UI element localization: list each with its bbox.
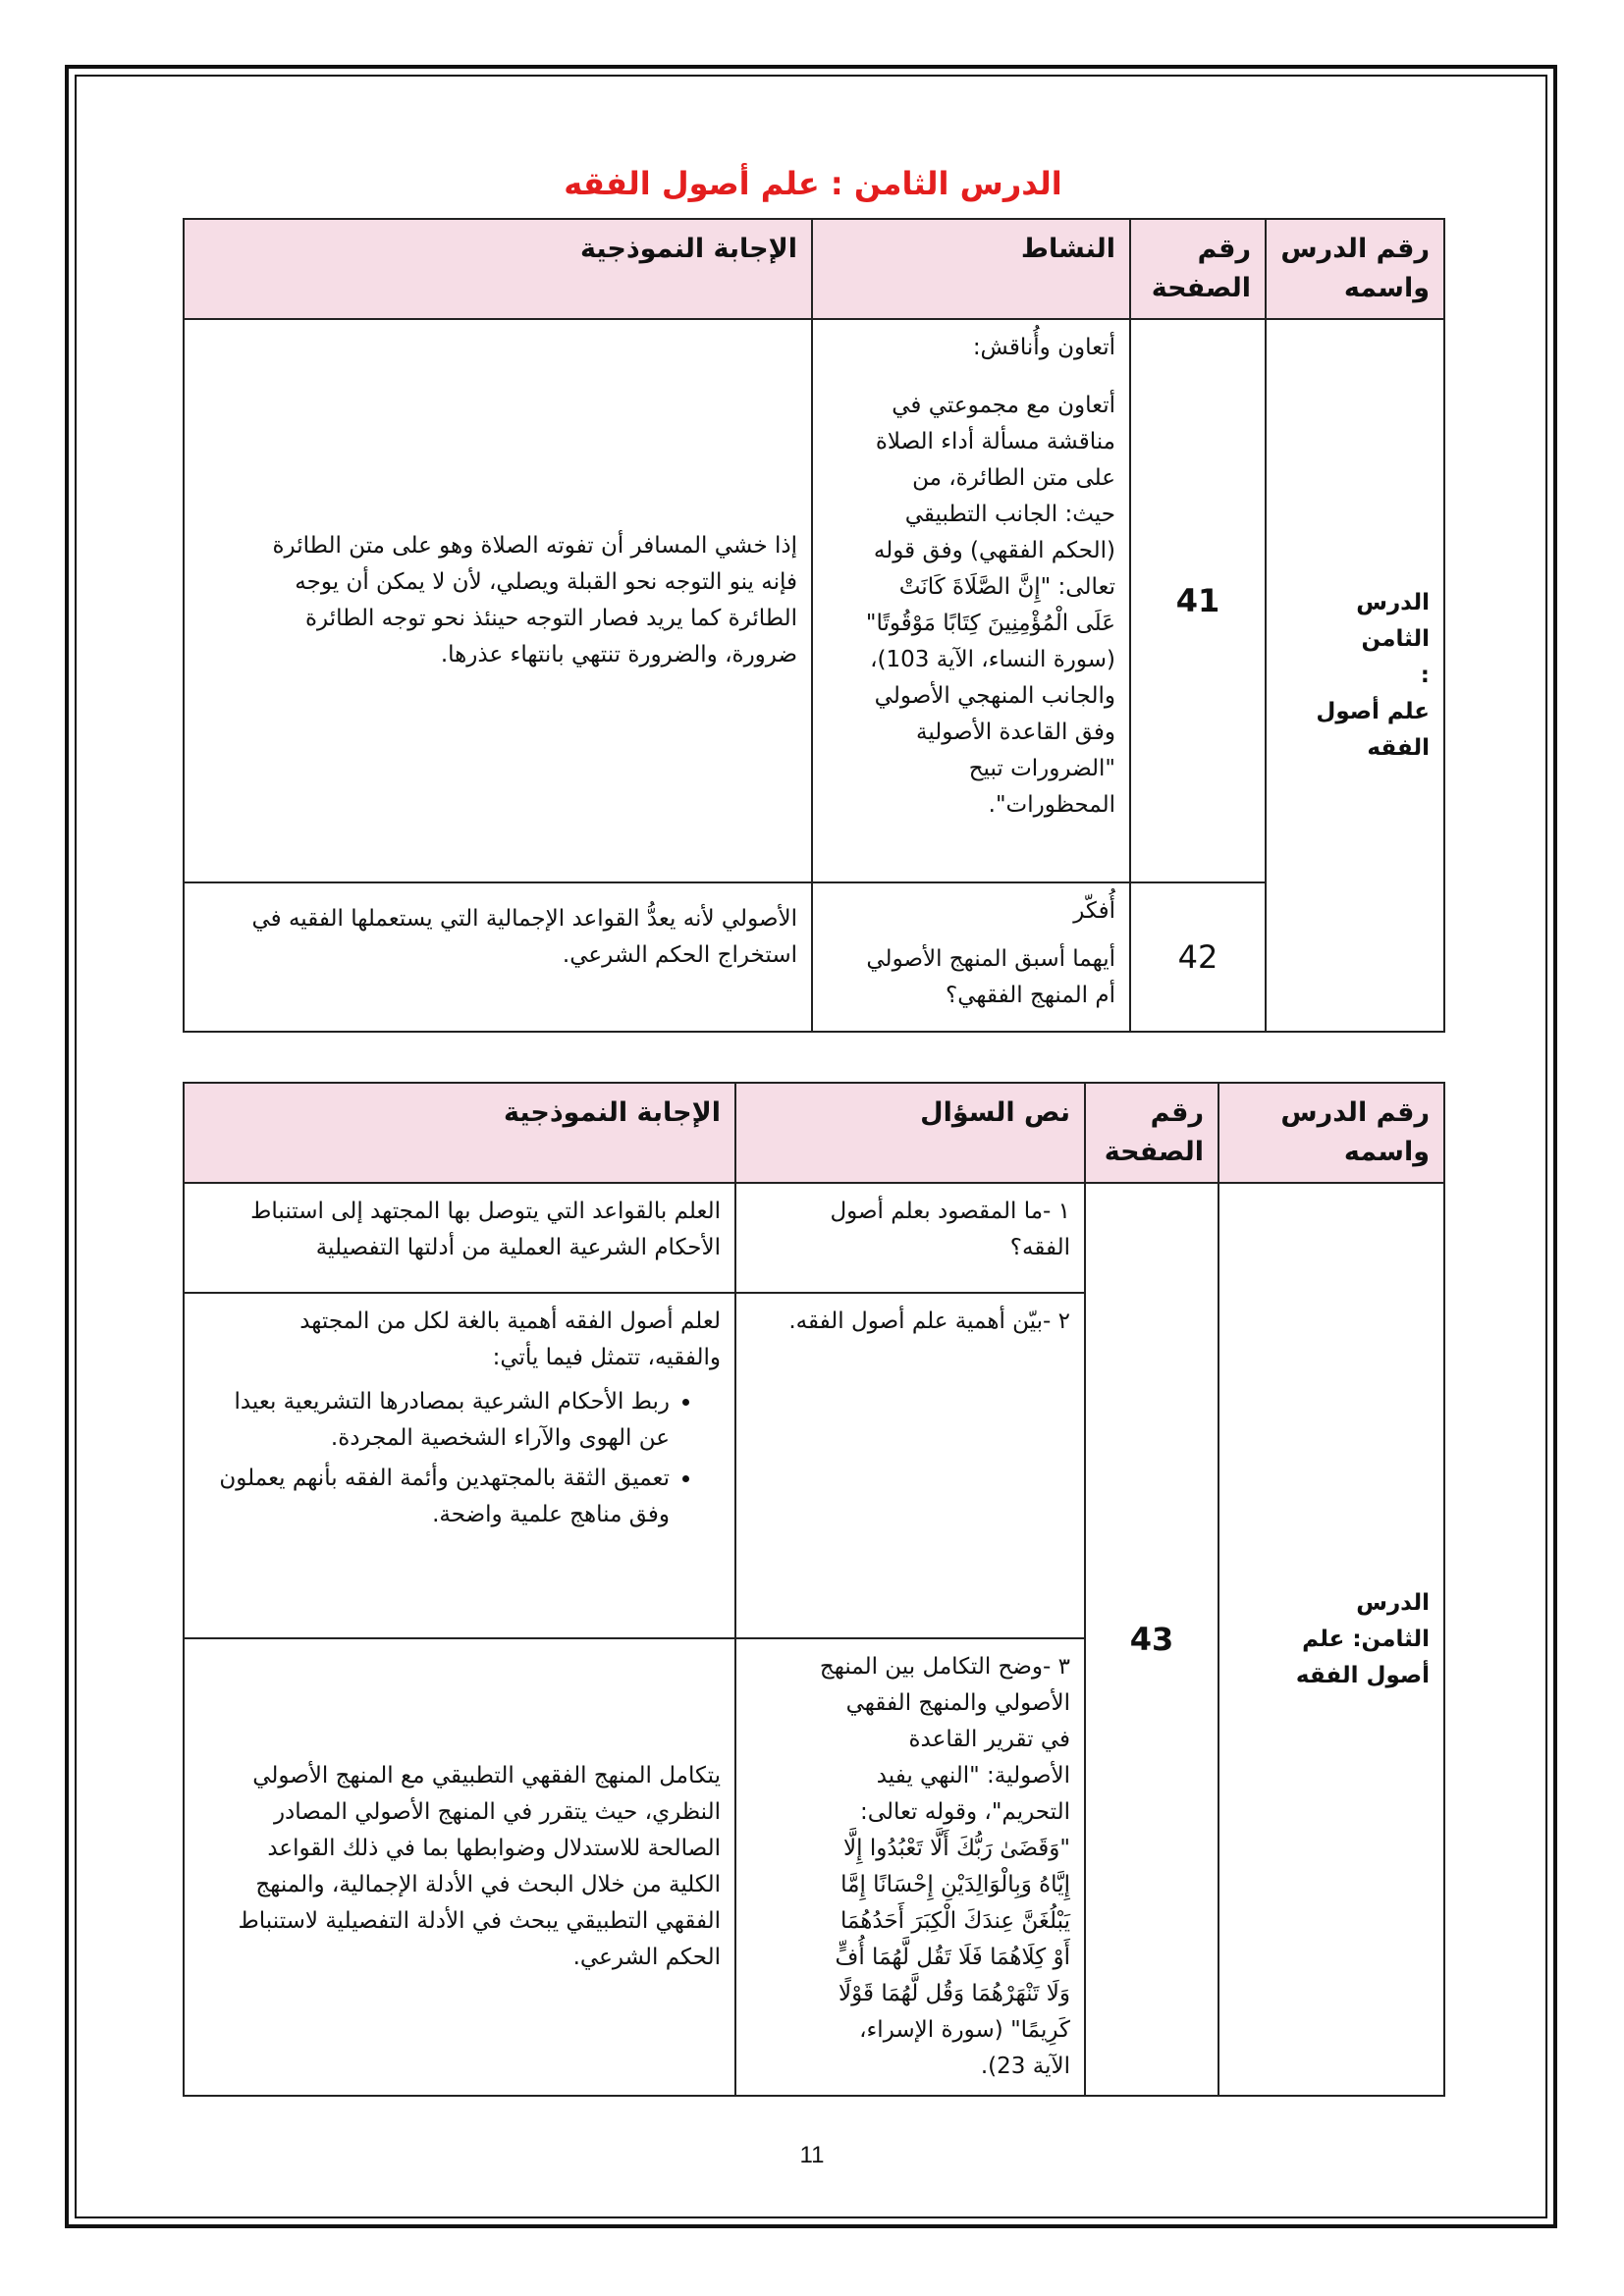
activity-line: تعالى: "إِنَّ الصَّلَاةَ كَانَتْ xyxy=(898,574,1115,600)
activity-heading: أُفكّر xyxy=(1073,898,1115,924)
lesson-name-line: الثامن: علم xyxy=(1302,1626,1430,1652)
lesson-name-cell xyxy=(1266,319,1444,1032)
answer-line: الكلية من خلال البحث في الأدلة الإجمالية، والمنهج xyxy=(255,1872,721,1897)
activity-line: المحظورات". xyxy=(988,792,1115,818)
question-line: التحريم"، وقوله تعالى: xyxy=(860,1799,1070,1825)
question-cell xyxy=(735,1638,1085,2096)
header-activity: النشاط xyxy=(812,219,1130,319)
lesson-name-line: الدرس الثامن xyxy=(1356,589,1430,652)
activity-line: مناقشة مسألة أداء الصلاة xyxy=(875,429,1115,454)
lesson-name-cell xyxy=(1218,1183,1444,2096)
question-line: في تقرير القاعدة xyxy=(908,1727,1070,1752)
activity-line: (الحكم الفقهي) وفق قوله xyxy=(873,538,1115,563)
activity-line: وفق القاعدة الأصولية xyxy=(916,720,1115,745)
header-page: رقم الصفحة xyxy=(1085,1083,1218,1183)
question-line: ٢ -بيّن أهمية علم أصول الفقه. xyxy=(788,1308,1070,1334)
answer-cell xyxy=(184,1638,735,2096)
question-cell xyxy=(735,1293,1085,1638)
lesson-name-line: الدرس xyxy=(1356,1589,1430,1616)
activity-line: حيث: الجانب التطبيقي xyxy=(904,502,1115,527)
page-number-cell: 41 xyxy=(1130,319,1266,882)
activity-line: أم المنهج الفقهي؟ xyxy=(946,983,1115,1008)
answer-line: ضرورة، والضرورة تنتهي بانتهاء عذرها. xyxy=(440,642,797,667)
header-page: رقم الصفحة xyxy=(1130,219,1266,319)
question-line: "وَقَضَىٰ رَبُّكَ أَلَّا تَعْبُدُوا إِلَّا xyxy=(843,1836,1070,1861)
question-cell xyxy=(735,1183,1085,1293)
answer-line: الفقهي التطبيقي يبحث في الأدلة التفصيلية لاستنباط xyxy=(238,1908,721,1934)
activity-line: أتعاون مع مجموعتي في xyxy=(892,393,1115,418)
activities-table xyxy=(183,218,1445,1033)
importance-list xyxy=(198,1384,721,1533)
question-line: الأصولية: "النهي يفيد xyxy=(876,1763,1070,1789)
question-line: يَبْلُغَنَّ عِندَكَ الْكِبَرَ أَحَدُهُمَا xyxy=(839,1908,1070,1934)
activity-line: عَلَى الْمُؤْمِنِينَ كِتَابًا مَوْقُوتًا" xyxy=(865,611,1115,636)
activity-line: على متن الطائرة، من xyxy=(912,465,1115,491)
header-lesson: رقم الدرس واسمه xyxy=(1266,219,1444,319)
page-number: 11 xyxy=(799,2142,825,2168)
list-item: • تعميق الثقة بالمجتهدين وأئمة الفقه بأنهم يعملون وفق مناهج علمية واضحة. xyxy=(198,1461,670,1533)
answer-cell xyxy=(184,1293,735,1638)
lesson-name-line: : xyxy=(1420,662,1430,688)
activity-line: والجانب المنهجي الأصولي xyxy=(874,683,1115,709)
header-answer: الإجابة النموذجية xyxy=(184,1083,735,1183)
table-row xyxy=(184,319,1444,882)
answer-line: الأصولي لأنه يعدُّ القواعد الإجمالية التي يستعملها الفقيه في xyxy=(251,906,797,932)
question-line: ١ -ما المقصود بعلم أصول xyxy=(830,1199,1070,1224)
header-question: نص السؤال xyxy=(735,1083,1085,1183)
answer-line: العلم بالقواعد التي يتوصل بها المجتهد إلى استنباط xyxy=(250,1199,721,1224)
question-line: الأصولي والمنهج الفقهي xyxy=(845,1690,1070,1716)
question-line: الفقه؟ xyxy=(1009,1235,1070,1260)
answer-line: والفقيه، تتمثل فيما يأتي: xyxy=(492,1345,721,1370)
table-row xyxy=(184,1183,1444,1293)
activity-line: أيهما أسبق المنهج الأصولي xyxy=(866,946,1115,972)
header-lesson: رقم الدرس واسمه xyxy=(1218,1083,1444,1183)
questions-table xyxy=(183,1082,1445,2097)
table-header-row xyxy=(184,1083,1444,1183)
answer-line: استخراج الحكم الشرعي. xyxy=(562,942,797,968)
question-line: أَوْ كِلَاهُمَا فَلَا تَقُل لَّهُمَا أُفٍّ xyxy=(835,1945,1070,1970)
question-line: الآية 23). xyxy=(980,2054,1070,2079)
lesson-name-line: علم أصول xyxy=(1316,698,1430,724)
answer-line: الأحكام الشرعية العملية من أدلتها التفصيلية xyxy=(315,1235,721,1260)
answer-line: الصالحة للاستدلال وضوابطها بما في ذلك القواعد xyxy=(267,1836,721,1861)
answer-line: فإنه ينو التوجه نحو القبلة ويصلي، لأن لا يمكن أن يوجه xyxy=(295,569,797,595)
answer-cell xyxy=(184,319,812,882)
activity-line: "الضرورات تبيح xyxy=(968,756,1115,781)
lesson-name-line: أصول الفقه xyxy=(1295,1662,1430,1688)
answer-line: الطائرة كما يريد فصار التوجه حينئذ نحو توجه الطائرة xyxy=(304,606,797,631)
answer-line: النظري، حيث يتقرر في المنهج الأصولي المصادر xyxy=(273,1799,721,1825)
list-item: • ربط الأحكام الشرعية بمصادرها التشريعية بعيدا عن الهوى والآراء الشخصية المجردة. xyxy=(198,1384,670,1457)
question-line: كَرِيمًا" (سورة الإسراء، xyxy=(859,2017,1070,2043)
answer-line: إذا خشي المسافر أن تفوته الصلاة وهو على متن الطائرة xyxy=(272,533,797,559)
answer-cell xyxy=(184,882,812,1032)
answer-line: الحكم الشرعي. xyxy=(572,1945,721,1970)
lesson-title: الدرس الثامن : علم أصول الفقه xyxy=(564,165,1062,202)
question-line: ٣ -وضح التكامل بين المنهج xyxy=(819,1654,1070,1680)
answer-line: لعلم أصول الفقه أهمية بالغة لكل من المجتهد xyxy=(299,1308,721,1334)
table-row xyxy=(184,882,1444,1032)
activity-cell xyxy=(812,319,1130,882)
header-answer: الإجابة النموذجية xyxy=(184,219,812,319)
table-header-row xyxy=(184,219,1444,319)
activity-line: (سورة النساء، الآية 103)، xyxy=(870,647,1115,672)
activity-cell xyxy=(812,882,1130,1032)
question-line: وَلَا تَنْهَرْهُمَا وَقُل لَّهُمَا قَوْلًا xyxy=(839,1981,1070,2006)
activity-heading: أتعاون وأُناقش: xyxy=(972,335,1115,360)
answer-cell xyxy=(184,1183,735,1293)
question-line: إِيَّاهُ وَبِالْوَالِدَيْنِ إِحْسَانًا إِمَّا xyxy=(840,1872,1070,1897)
lesson-name-line: الفقه xyxy=(1367,734,1430,761)
page-number-cell: 43 xyxy=(1085,1183,1218,2096)
answer-line: يتكامل المنهج الفقهي التطبيقي مع المنهج الأصولي xyxy=(252,1763,721,1789)
page-number-cell: 42 xyxy=(1130,882,1266,1032)
